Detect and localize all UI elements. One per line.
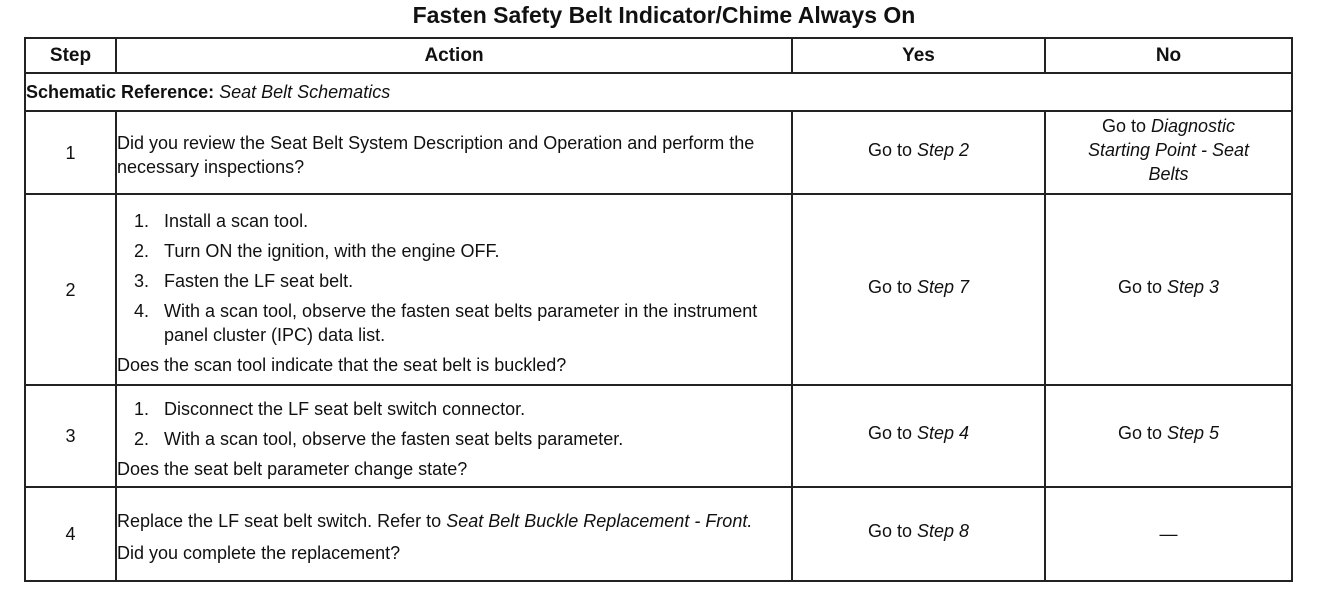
no-ref: Step 3 bbox=[1167, 276, 1220, 297]
no-cell bbox=[1045, 385, 1292, 487]
yes-ref: Step 2 bbox=[917, 139, 970, 160]
step-number: 3 bbox=[25, 385, 116, 487]
step-row-4 bbox=[25, 487, 1292, 581]
action-cell bbox=[116, 487, 792, 581]
header-no: No bbox=[1045, 38, 1292, 73]
schematic-reference: Seat Belt Schematics bbox=[219, 82, 391, 102]
action-ref: Seat Belt Buckle Replacement - Front. bbox=[446, 511, 753, 531]
yes-prefix: Go to bbox=[867, 276, 912, 297]
step-row-2 bbox=[25, 194, 1292, 385]
substep-item bbox=[117, 397, 791, 421]
substep-number: 1. bbox=[134, 210, 150, 231]
yes-prefix: Go to bbox=[867, 423, 912, 443]
step-row-1 bbox=[25, 111, 1292, 194]
substep-item bbox=[117, 269, 791, 293]
no-prefix: Go to bbox=[1117, 423, 1162, 443]
no-ref: Step 5 bbox=[1167, 423, 1220, 443]
yes-ref: Step 8 bbox=[917, 521, 970, 541]
yes-ref: Step 4 bbox=[917, 423, 970, 443]
step-number: 2 bbox=[25, 194, 116, 385]
action-text: Replace the LF seat belt switch. Refer to bbox=[117, 511, 442, 531]
substep-item bbox=[117, 239, 791, 263]
substep-item bbox=[117, 427, 791, 451]
substep-list bbox=[117, 209, 791, 347]
substep-number: 1. bbox=[134, 399, 150, 419]
yes-cell bbox=[792, 385, 1045, 487]
header-row bbox=[25, 38, 1292, 73]
no-prefix: Go to bbox=[1117, 276, 1162, 297]
substep-text: Install a scan tool. bbox=[164, 210, 309, 231]
substep-text: With a scan tool, observe the fasten seat belts parameter. bbox=[164, 429, 624, 449]
substep-number: 3. bbox=[134, 270, 150, 291]
action-cell bbox=[116, 111, 792, 194]
substep-item bbox=[117, 299, 791, 347]
yes-prefix: Go to bbox=[867, 521, 912, 541]
substep-item bbox=[117, 209, 791, 233]
action-cell bbox=[116, 385, 792, 487]
yes-cell bbox=[792, 194, 1045, 385]
substep-number: 2. bbox=[134, 240, 150, 261]
header-action: Action bbox=[116, 38, 792, 73]
schematic-row bbox=[25, 73, 1292, 111]
no-ref: Diagnostic Starting Point - Seat Belts bbox=[1087, 115, 1250, 184]
header-step: Step bbox=[25, 38, 116, 73]
question-text: Does the scan tool indicate that the seat belt is buckled? bbox=[117, 354, 567, 375]
step-number: 4 bbox=[25, 487, 116, 581]
action-text: Did you review the Seat Belt System Description and Operation and perform the necessary inspections? bbox=[117, 133, 755, 177]
question-text: Did you complete the replacement? bbox=[117, 543, 401, 563]
yes-cell bbox=[792, 111, 1045, 194]
yes-ref: Step 7 bbox=[917, 276, 970, 297]
substep-text: With a scan tool, observe the fasten seat belts parameter in the instrument panel cluster (IPC) data list. bbox=[164, 300, 758, 345]
question-text: Does the seat belt parameter change state? bbox=[117, 459, 468, 479]
substep-list bbox=[117, 397, 791, 451]
substep-text: Disconnect the LF seat belt switch connector. bbox=[164, 399, 526, 419]
diagnostic-table bbox=[24, 37, 1293, 582]
step-row-3 bbox=[25, 385, 1292, 487]
page-title: Fasten Safety Belt Indicator/Chime Always On bbox=[412, 2, 916, 28]
no-cell bbox=[1045, 111, 1292, 194]
action-cell bbox=[116, 194, 792, 385]
schematic-label: Schematic Reference: bbox=[26, 82, 215, 102]
action-text-block bbox=[117, 509, 791, 533]
no-cell bbox=[1045, 487, 1292, 581]
no-cell bbox=[1045, 194, 1292, 385]
step-number: 1 bbox=[25, 111, 116, 194]
substep-number: 2. bbox=[134, 429, 150, 449]
substep-number: 4. bbox=[134, 300, 150, 321]
schematic-cell bbox=[25, 73, 1292, 111]
substep-text: Turn ON the ignition, with the engine OFF. bbox=[164, 240, 500, 261]
yes-cell bbox=[792, 487, 1045, 581]
header-yes: Yes bbox=[792, 38, 1045, 73]
yes-prefix: Go to bbox=[867, 139, 912, 160]
no-prefix: Go to bbox=[1101, 115, 1146, 136]
no-dash: — bbox=[1159, 524, 1178, 544]
substep-text: Fasten the LF seat belt. bbox=[164, 270, 354, 291]
